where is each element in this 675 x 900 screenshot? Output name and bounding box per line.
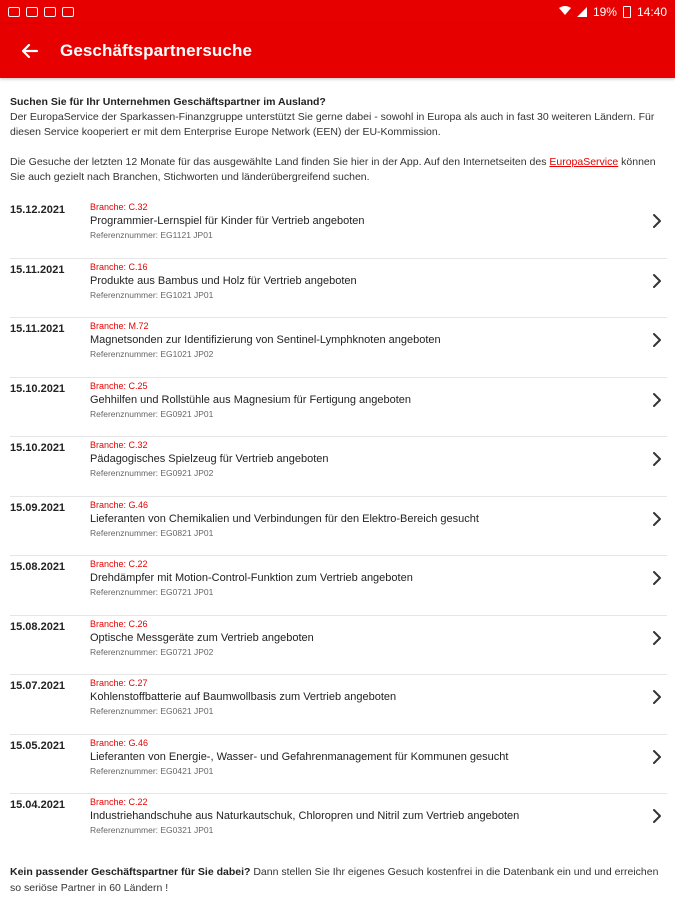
list-item[interactable]	[10, 199, 667, 259]
intro-text-after: können Sie auch gezielt nach Branchen, Stichworten und länderübergreifend suchen.	[10, 156, 656, 183]
entry-branche: Branche: C.16	[90, 261, 148, 272]
entry-title: Industriehandschuhe aus Naturkautschuk, Chloropren und Nitril zum Vertrieb angeboten	[90, 810, 520, 822]
entry-info	[90, 261, 667, 301]
entry-reference: Referenznummer: EG0921 JP01	[90, 408, 214, 419]
wifi-icon	[559, 5, 571, 19]
entry-info	[90, 380, 667, 420]
entry-branche: Branche: C.22	[90, 797, 148, 807]
entry-branche: Branche: M.72	[90, 321, 149, 331]
entry-date: 15.07.2021	[10, 680, 66, 692]
entry-reference: Referenznummer: EG0721 JP01	[90, 587, 214, 597]
list-item[interactable]	[10, 497, 667, 557]
entry-title: Produkte aus Bambus und Holz für Vertrieb angeboten	[90, 274, 357, 287]
entry-reference: Referenznummer: EG0321 JP01	[90, 825, 214, 835]
footer-bold: Kein passender Geschäftspartner für Sie dabei?	[10, 865, 251, 878]
entry-date: 15.09.2021	[10, 501, 66, 514]
footer-text: Dann stellen Sie Ihr eigenes Gesuch kostenfrei in die Datenbank ein und und erreichen so seriöse Partner in 60 Ländern !	[10, 865, 659, 894]
system-icons	[559, 5, 667, 19]
page-title: Geschäftspartnersuche	[60, 41, 253, 60]
intro-paragraph-2	[10, 155, 667, 185]
battery-percent: 19%	[592, 5, 617, 19]
list-item[interactable]	[10, 675, 667, 735]
chevron-right-icon	[651, 451, 663, 467]
entry-info	[90, 320, 667, 360]
entry-date: 15.05.2021	[10, 739, 66, 752]
list-item[interactable]	[10, 794, 667, 854]
europaservice-link[interactable]: EuropaService	[549, 156, 619, 168]
notification-icons	[8, 7, 74, 17]
entry-date: 15.10.2021	[10, 442, 66, 454]
entry-list	[10, 199, 667, 854]
chevron-right-icon	[651, 630, 663, 646]
entry-date: 15.04.2021	[10, 799, 66, 811]
list-item[interactable]	[10, 437, 667, 497]
entry-info	[90, 796, 667, 836]
arrow-left-icon	[21, 42, 39, 60]
chevron-right-icon	[651, 213, 663, 229]
list-item[interactable]	[10, 259, 667, 319]
intro-text-before: Die Gesuche der letzten 12 Monate für das ausgewählte Land finden Sie hier in der App. Auf den Internetseiten des	[10, 156, 550, 168]
entry-info	[90, 201, 667, 241]
entry-date: 15.08.2021	[10, 620, 66, 633]
entry-reference: Referenznummer: EG0921 JP02	[90, 468, 214, 478]
entry-reference: Referenznummer: EG1021 JP02	[90, 349, 214, 359]
list-item[interactable]	[10, 735, 667, 795]
chevron-right-icon	[651, 808, 663, 824]
entry-info	[90, 677, 667, 717]
entry-reference: Referenznummer: EG0421 JP01	[90, 765, 214, 776]
entry-branche: Branche: C.26	[90, 618, 148, 629]
entry-reference: Referenznummer: EG1021 JP01	[90, 289, 214, 300]
entry-title: Optische Messgeräte zum Vertrieb angeboten	[90, 631, 314, 644]
footer-note	[10, 854, 667, 896]
chevron-right-icon	[651, 749, 663, 765]
mail-icon	[62, 7, 74, 17]
entry-title: Lieferanten von Energie-, Wasser- und Gefahrenmanagement für Kommunen gesucht	[90, 750, 509, 763]
entry-title: Kohlenstoffbatterie auf Baumwollbasis zum Vertrieb angeboten	[90, 691, 397, 703]
entry-reference: Referenznummer: EG0721 JP02	[90, 646, 214, 657]
entry-info	[90, 737, 667, 777]
chevron-right-icon	[651, 511, 663, 527]
battery-icon	[623, 6, 631, 18]
image-icon	[44, 7, 56, 17]
entry-title: Gehhilfen und Rollstühle aus Magnesium für Fertigung angeboten	[90, 393, 412, 406]
entry-title: Magnetsonden zur Identifizierung von Sentinel-Lymphknoten angeboten	[90, 334, 441, 346]
chevron-right-icon	[651, 332, 663, 348]
list-item[interactable]	[10, 556, 667, 616]
entry-date: 15.12.2021	[10, 204, 66, 216]
mail-icon	[26, 7, 38, 17]
chevron-right-icon	[651, 392, 663, 408]
entry-title: Programmier-Lernspiel für Kinder für Vertrieb angeboten	[90, 215, 365, 227]
entry-title: Pädagogisches Spielzeug für Vertrieb angeboten	[90, 453, 329, 465]
list-item[interactable]	[10, 318, 667, 378]
main-content	[10, 95, 667, 896]
entry-branche: Branche: C.25	[90, 380, 148, 391]
entry-branche: Branche: G.46	[90, 499, 149, 510]
entry-title: Lieferanten von Chemikalien und Verbindungen für den Elektro-Bereich gesucht	[90, 512, 479, 525]
signal-icon	[577, 7, 587, 17]
entry-branche: Branche: C.32	[90, 202, 148, 212]
entry-reference: Referenznummer: EG1121 JP01	[90, 230, 213, 240]
entry-branche: Branche: C.22	[90, 559, 148, 569]
intro-paragraph: Der EuropaService der Sparkassen-Finanzgruppe unterstützt Sie gerne dabei - sowohl in Europa als auch in fast 30 weiteren Ländern. Für diesen Service kooperiert er mit dem Enterprise Europe Network (EEN) der EU-Kommission.	[10, 111, 655, 138]
entry-info	[90, 439, 667, 479]
status-bar	[0, 0, 675, 24]
clock: 14:40	[636, 5, 667, 19]
chevron-right-icon	[651, 570, 663, 586]
entry-info	[90, 499, 667, 539]
app-bar	[0, 24, 675, 78]
entry-info	[90, 558, 667, 598]
notification-icon	[8, 7, 20, 17]
entry-branche: Branche: C.32	[90, 440, 148, 450]
list-item[interactable]	[10, 378, 667, 438]
entry-date: 15.08.2021	[10, 561, 66, 573]
entry-branche: Branche: G.46	[90, 737, 149, 748]
entry-date: 15.11.2021	[10, 323, 65, 335]
back-button[interactable]	[0, 24, 60, 78]
entry-reference: Referenznummer: EG0621 JP01	[90, 706, 214, 716]
chevron-right-icon	[651, 689, 663, 705]
entry-title: Drehdämpfer mit Motion-Control-Funktion zum Vertrieb angeboten	[90, 572, 413, 584]
chevron-right-icon	[651, 273, 663, 289]
entry-reference: Referenznummer: EG0821 JP01	[90, 527, 214, 538]
entry-date: 15.11.2021	[10, 263, 65, 276]
intro-heading: Suchen Sie für Ihr Unternehmen Geschäftspartner im Ausland?	[10, 96, 326, 108]
list-item[interactable]	[10, 616, 667, 676]
entry-branche: Branche: C.27	[90, 678, 148, 688]
entry-date: 15.10.2021	[10, 382, 66, 395]
entry-info	[90, 618, 667, 658]
